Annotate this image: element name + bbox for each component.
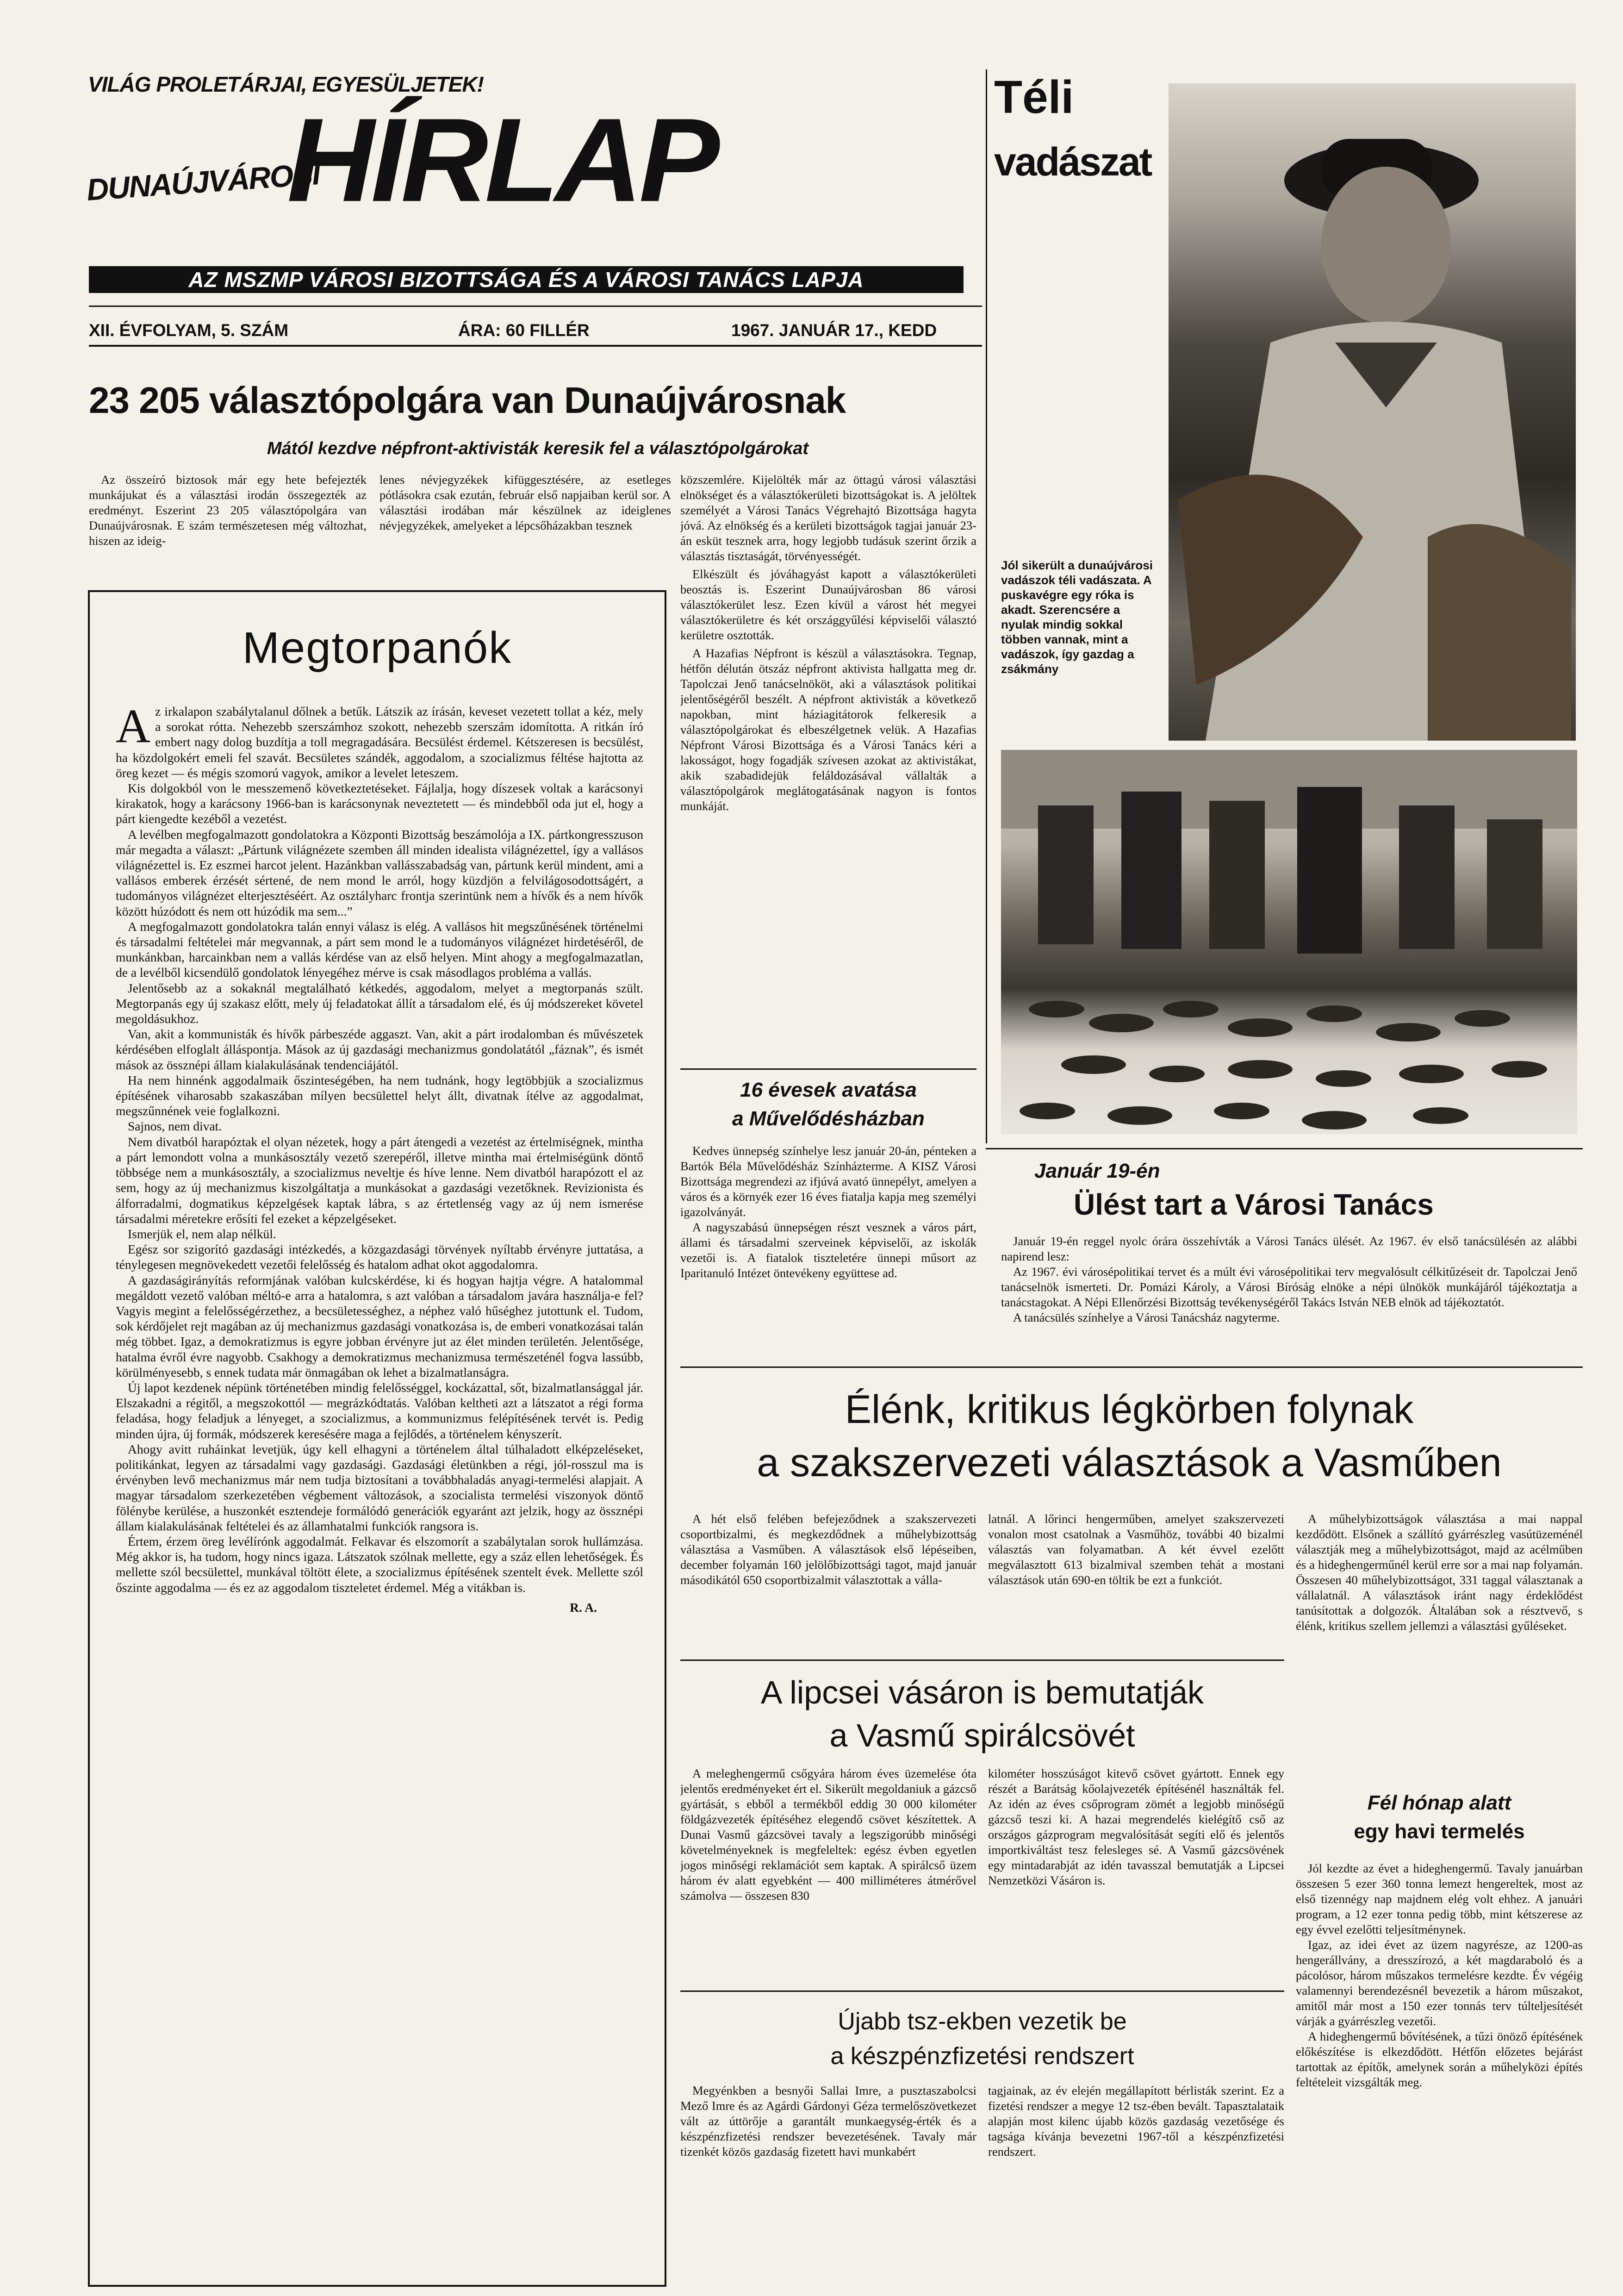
coop-col-2 xyxy=(988,2083,1284,2277)
lead-col-3b-text: Elkészült és jóváhagyást kapott a választókerületi beosztás is. Eszerint Dunaújvárosban 86 városi választókerület lesz. Ezen kívül a várost hét megyei választókerületre és két országgyűlési képviselői választó kerületre osztották. xyxy=(680,567,976,642)
union-col-2-text: latnál. A lőrinci hengerműben, amelyet szakszervezeti vonalon most csatolnak a Vasműhöz, további 40 bizalmi választás van folyamatban. A két évvel ezelőtt megválasztott 613 bizalmival szemben tehát a mostani választások után 690-en töltik be ezt a funkciót. xyxy=(988,1512,1284,1587)
leipzig-col-2 xyxy=(988,1766,1284,1988)
coop-col-2-text: tagjainak, az év elején megállapított bérlisták szerint. Ez a fizetési rendszer a megye 12 tsz-ében bevált. Tapasztalataik alapján most kilenc újabb közös gazdaság vezetősége és tagsága kívánja bevezetni 1967-től a készpénzfizetési rendszert. xyxy=(988,2084,1284,2159)
editorial-p8: Sajnos, nem divat. xyxy=(128,1119,222,1134)
union-col-3 xyxy=(1296,1511,1583,1757)
masthead-rule-bottom xyxy=(89,345,982,347)
leipzig-col-1-text: A meleghengermű csőgyára három éves üzemelése óta jelentős eredményeket ért el. Sikerült megoldaniuk a gázcső gyártását, s ebből a termékből eddig 30 000 kilométer földgázvezeték építéséhez elegendő csövet készítettek. A Dunai Vasmű gázcsövei tavaly a legszigorúbb minőségi követelményeknek is megfeleltek: egész évben egyetlen jogos minőségi reklamációt sem kaptak. A spirálcső üzem három év alatt egyebként — 400 milliméteres átmérővel számolva — összesen 830 xyxy=(680,1766,976,1903)
editorial-p12: A gazdaságirányítás reformjának valóban kulcskérdése, ki és hogyan hajtja végre. A hatalommal megáldott vezető valóban méltó-e arra a hatalomra, s azt valóban a társadalom javára használja-e fel? Vagyis megint a felelősségérzethez, a becsületességhez, a néphez való hűséghez jutottunk el. Tudom, sok kérdőjelet rejt magában az új mechanizmus gazdasági vonatkozása is, de emberi vonatkozásai talán még többet. Igaz, a demokratizmus is egyre jobban érvényre jut az élet minden területén. Jelentősége, hatalma évről évre nagyobb. Csakhogy a demokratizmus mechanizmusa természeténél fogva lassúbb, körülményesebb, s ennek tudata már önmagában ok lehet a bizalmatlanságra. xyxy=(116,1273,643,1379)
hunt-vertical-rule xyxy=(986,69,987,1143)
union-headline-2: a szakszervezeti választások a Vasműben xyxy=(757,1441,1502,1485)
lead-col-3a-text: közszemlére. Kijelölték már az öttagú városi választási elnökséget és a választókerületi bizottságokat is. A jelöltek személyét a Városi Tanács Végrehajtó Bizottsága hagyta jóvá. Az elnökség és a kerületi bizottságok tagjai január 23-án esküt tesznek arra, hogy legjobb tudásuk szerint őrzik a választás tisztaságát, törvényességét. xyxy=(680,473,976,563)
halfmonth-body-1: Jól kezdte az évet a hideghengermű. Tavaly januárban összesen 5 ezer 360 tonna lemezt hengereltek, most az első tizennégy nap majdnem elég volt ehhez. A januári program, a 12 ezer tonna pedig több, mint kétszerese az egy évvel ezelőtti teljesítménynek. xyxy=(1296,1861,1583,1936)
hunter-photo xyxy=(1169,83,1576,741)
editorial-p2: Kis dolgokból von le messzemenő következtetéseket. Fájlalja, hogy díszesek voltak a karácsonyi kirakatok, hogy a karácsony 1966-ban is karácsonynak neveztetett — és mindebből oda jut el, hogy a párt kiengedte kezéből a vezetést. xyxy=(116,781,643,826)
hunt-title-1: Téli xyxy=(994,71,1074,123)
price-info: ÁRA: 60 FILLÉR xyxy=(458,321,590,340)
youth-body-1: Kedves ünnepség színhelye lesz január 20-án, pénteken a Bartók Béla Művelődésház Színházterme. A KISZ Városi Bizottsága megrendezi az ifjúvá avató ünnepélyt, amelyen a város és a környék ezer 16 éves fiatalja kapja meg személyi igazolványát. xyxy=(680,1144,976,1219)
lead-col3-bottom-rule xyxy=(680,1068,976,1070)
lead-headline: 23 205 választópolgára van Dunaújvárosnak xyxy=(89,380,846,421)
lead-subhead: Mától kezdve népfront-aktivisták keresik fel a választópolgárokat xyxy=(267,439,808,458)
masthead-rule-top xyxy=(89,306,982,307)
editorial-signature: R. A. xyxy=(570,1600,597,1615)
coop-headline-2: a készpénzfizetési rendszert xyxy=(830,2043,1134,2070)
union-col-1 xyxy=(680,1511,976,1650)
editorial-p13: Új lapot kezdenek népünk történetében mindig felelősséggel, kockázattal, sőt, bizalmatlansággal jár. Elszakadni a régitől, a megszokottól — megrázkódtatás. Valóban keltheti azt a látszatot a régi forma feladása, hogy feladjuk a lényeget, a szocializmus, a kommunizmus felépítésének tervét is. Pedig minden újra, új formák, módszerek keresésére maga a fejlődés, a történelem kényszerít. xyxy=(116,1380,643,1441)
editorial-p10: Ismerjük el, nem alap nélkül. xyxy=(128,1226,276,1241)
coop-headline-1: Újabb tsz-ekben vezetik be xyxy=(838,2008,1127,2035)
union-col-2 xyxy=(988,1511,1284,1650)
union-headline-1: Élénk, kritikus légkörben folynak xyxy=(845,1387,1414,1432)
halfmonth-body-2: Igaz, az idei évet az üzem nagyrésze, az 1200-as hengerállvány, a dresszírozó, a két magdaraboló és a pácolósor, három műszakos termelésre kezdte. Év végéig valamennyi berendezésnél bevezetik a három műszakot, amitől már most a 150 ezer tonnás terv túlteljesítését várják a gyárrészleg vezetői. xyxy=(1296,1938,1583,2028)
editorial-p6: Van, akit a kommunisták és hívők párbeszéde aggaszt. Van, akit a párt irodalomban és művészetek kérdésében elfoglalt álláspontja. Mások az új gazdasági mechanizmus gondolatától „fáznak”, és ismét mások az össznépi állam kialakulásának tendenciájától. xyxy=(116,1027,643,1072)
union-col-1-text: A hét első felében befejeződnek a szakszervezeti csoportbizalmi, és megkezdődnek a műhelybizottság választása a Vasműben. A választások első lépéseiben, december folyamán 160 jelölőbizottsági tagot, majd január másodikától 650 csoportbizalmit választottak a válla- xyxy=(680,1512,976,1587)
editorial-p1 xyxy=(116,704,643,780)
masthead-title: HÍRLAP xyxy=(287,93,716,227)
leipzig-col-1 xyxy=(680,1766,976,1988)
lead-col-3c-text: A Hazafias Népfront is készül a választásokra. Tegnap, hétfőn délután ötszáz népfront aktivista hallgatta meg dr. Tapolczai Jenő tanácselnököt, aki a választások politikai jelentőségéről beszélt. A népfront aktivisták a következő napokban, mint háziagitátorok felkeresik a választópolgárokat és elbeszélgetnek velük. A Hazafias Népfront Városi Bizottsága és a Városi Tanács kéri a lakosságot, hogy fogadják szívesen azokat az aktivistákat, akik szabadidejük feláldozásával vállalták a választópolgárok meglátogatásának nagyon is fontos munkáját. xyxy=(680,646,976,813)
lead-col-3 xyxy=(680,472,976,1079)
lead-col-2-text: lenes névjegyzékek kifüggesztésére, az esetleges pótlásokra csak ezután, február első napjaiban kerül sor. A választási irodában már készülnek az ideiglenes névjegyzékek, amelyeket a lépcsőházakban tesznek xyxy=(379,473,671,532)
lead-col-2 xyxy=(379,472,671,586)
union-col-3-text: A műhelybizottságok választása a mai nappal kezdődött. Elsőnek a szállító gyárrészleg vasútüzeménél választják meg a műhelybizottságot, majd az acélműben és a hideghengerműnél kerül erre sor a mai nap folyamán. Összesen 40 műhelybizottságot, 331 taggal választanak a vállalatnál. A választások iránt nagy érdeklődést tanúsítottak a dolgozók. Általában sok a résztvevő, s élénk, kritikus szellem jellemzi a választási gyűléseket. xyxy=(1296,1512,1583,1633)
editorial-p7: Ha nem hinnénk aggodalmaik őszinteségében, ha nem tudnánk, hogy legtöbbjük a szocializmus építésének viharosabb szakaszában mílyen becsülettel helyt állt, divatnak ítélve az aggodalmat, megszűnnének veie foglalkozni. xyxy=(116,1073,643,1118)
coop-col-1 xyxy=(680,2083,976,2277)
editorial-p3: A levélben megfogalmazott gondolatokra a Központi Bizottság beszámolója a IX. pártkongresszuson már megadta a választ: „Pártunk világnézete szemben áll minden idealista világnézettel, így a vallásos világnézettel is. Ez eszmei harcot jelent. Hazánkban vallásszabadság van, pártunk kerül mindent, ami a vallásos emberek érzését sértené, de nem mond le arról, hogy küzdjön a felvilágosodottságért, a tudományos világnézet elterjesztéséért. Az osztályharc frontja szerintünk nem a hívők és a nem hívők között húzódott és nem ott húzódik ma sem...” xyxy=(116,827,643,918)
youth-body xyxy=(680,1143,976,1361)
date-info: 1967. JANUÁR 17., KEDD xyxy=(731,321,937,340)
leipzig-headline-1: A lipcsei vásáron is bemutatják xyxy=(760,1674,1204,1710)
editorial-p5: Jelentősebb az a sokaknál megtalálható kétkedés, aggodalom, melyet a megtorpanás szült. Megtorpanás egy új szakasz előtt, mely új feladatokat állít a társadalom elé, és új módszereket követel megoldásukhoz. xyxy=(116,980,643,1026)
hunt-title-2: vadászat xyxy=(994,140,1151,184)
masthead-slogan: VILÁG PROLETÁRJAI, EGYESÜLJETEK! xyxy=(88,72,484,96)
editorial-p4: A megfogalmazott gondolatokra talán ennyi válasz is elég. A vallásos hit megszűnésének történelmi és társadalmi feltételei már megvannak, a párt sem mond le a tudományos világnézet hirdetéséről, de munkánkban, harcainkban nem a vallás kérdése van az első helyen. Mint ahogy a megfogalmazatlan, de a levélből kicsendülő gondolatok lényegéhez mérve is csak másodlagos probléma a vallás. xyxy=(116,919,643,980)
editorial-title: Megtorpanók xyxy=(242,623,512,673)
council-rule xyxy=(986,1148,1583,1149)
editorial-p9: Nem divatból harapóztak el olyan nézetek, hogy a párt átengedi a vezetést az értelmiségnek, mintha a párt lemondott volna a munkásosztály vezető szerepéről, illetve mintha mai értelmiségünk döntő többsége nem a munkásosztály, a szocializmus neveltje és híve lenne. Nem divatból harapózott el az sem, hogy az új mechanizmus kiszolgáltatja a munkásokat a gazdasági vezetőknek. Revizionista és álforradalmi, dogmatikus képzelgések kaptak lábra, s az értetlenség vagy az új nem ismerése társadalmi méretekre erősíti fel ezeket a képzelgéseket. xyxy=(116,1134,643,1226)
council-body-1: Január 19-én reggel nyolc órára összehívták a Városi Tanács ülését. Az 1967. év első tanácsülésén az alábbi napirend lesz: xyxy=(1001,1234,1577,1263)
halfmonth-title-2: egy havi termelés xyxy=(1354,1820,1525,1843)
editorial-dropcap: A xyxy=(116,704,151,753)
youth-body-2: A nagyszabású ünnepségen részt vesznek a város párt, állami és társadalmi szerveinek képviselői, az iskolák vezetői is. A fiatalok tiszteletére ünnepi műsort az Iparitanuló Intézet öntevékeny együttese ad. xyxy=(680,1220,976,1280)
editorial-p14: Ahogy avitt ruháinkat levetjük, úgy kell elhagyni a történelem által túlhaladott elképzeléseket, politikánkat, legyen az társadalmi vagy gazdasági. Gazdasági életünkben a régi, jól-rosszul ma is érvényben levő mechanizmus már nem tudja biztosítani a továbbhaladás anyagi-termelési alapjait. A magyar társadalom szerkezetében végbement változások, a szocialista termelési viszonyok döntő fölénybe kerülése, a huszonkét esztendeje formálódó generációk egyaránt azt jelzik, hogy az össznépi állam kialakulásának feltételei és az államhatalmi funkciók rangsora is. xyxy=(116,1441,643,1533)
council-body-3: A tanácsülés színhelye a Városi Tanácsház nagyterme. xyxy=(1013,1310,1280,1324)
leipzig-bottom-rule xyxy=(680,1990,1284,1992)
editorial-p15: Értem, érzem öreg levélírónk aggodalmát. Felkavar és elszomorít a szabálytalan sorok hullámzása. Még akkor is, ha tudom, hogy nincs igaza. Látszatok szólnak mellette, egy a száz ellen lehetőségek. És mellette szól becsülettel, munkával töltött élete, a szocializmus építésének szentelt évek. Mellette szól őszinte aggodalma — és ez az aggodalom tiszteletet érdemel. Még a vitákban is. xyxy=(116,1534,643,1595)
coop-col-1-text: Megyénkben a besnyői Sallai Imre, a pusztaszabolcsi Mező Imre és az Agárdi Gárdonyi Géza termelőszövetkezet vált az úttörője a garantált munkaegység-érték és a készpénzfizetési rendszer bevezetésének. Tavaly már tizenkét közös gazdaság fizetett havi munkabért xyxy=(680,2084,976,2159)
halfmonth-body-3: A hideghengermű bővítésének, a tűzi önöző építésének előkészítése is elkezdődött. Hétfőn előzetes bejárást tartottak az építők, amelynek során a műhelyközi építés feltételeit vizsgálták meg. xyxy=(1296,2029,1583,2089)
editorial-p1-text: z irkalapon szabálytalanul dőlnek a betűk. Látszik az írásán, keveset vezetett tollat a kéz, mely a sorokat rótta. Nehezebb szerszámhoz szokott, nehezebb szerszám idomította. A ritkán író embert nagy dolog buzdítja a toll megragadására. Becsülést érdemel. Kétszeresen is becsülést, ha közdolgokért emeli fel szavát. Becsületes szándék, aggodalom, a szocializmus féltése hajtotta az öreg kezet — és mégis szomorú vagyok, amikor a levelet leteszem. xyxy=(116,704,643,780)
lead-col-1-text: Az összeíró biztosok már egy hete befejezték munkájukat és a választási irodán összegezték az eredményt. Eszerint 23 205 választópolgára van Dunaújvárosnak. E szám természetesen még változhat, hiszen az ideig- xyxy=(89,473,367,548)
masthead-subtitle: AZ MSZMP VÁROSI BIZOTTSÁGA ÉS A VÁROSI TANÁCS LAPJA xyxy=(188,268,864,292)
council-headline: Ülést tart a Városi Tanács xyxy=(1074,1188,1434,1221)
halfmonth-title-1: Fél hónap alatt xyxy=(1367,1791,1511,1814)
volume-info: XII. ÉVFOLYAM, 5. SZÁM xyxy=(89,321,289,340)
youth-title-2: a Művelődésházban xyxy=(732,1107,925,1130)
editorial-p11: Egész sor szigorító gazdasági intézkedés, a közgazdasági törvények nyíltabb érvényre juttatása, a ténylegesen megnövekedett vezetői felelősség és hatalom adhat okot aggodalomra. xyxy=(116,1242,643,1272)
editorial-body xyxy=(116,704,643,2268)
youth-title-1: 16 évesek avatása xyxy=(740,1079,917,1101)
council-bottom-rule xyxy=(680,1366,1583,1368)
halfmonth-body xyxy=(1296,1861,1583,2282)
lead-col-1 xyxy=(89,472,367,586)
union-bottom-rule xyxy=(680,1660,1284,1661)
masthead-pretitle: DUNAÚJVÁROSI xyxy=(85,156,321,207)
leipzig-headline-2: a Vasmű spirálcsövét xyxy=(829,1717,1135,1753)
masthead-subtitle-bar xyxy=(89,266,964,293)
council-body xyxy=(1001,1234,1577,1363)
council-kicker: Január 19-én xyxy=(1034,1160,1160,1182)
hunt-caption: Jól sikerült a dunaújvárosi vadászok téli vadászata. A puskavégre egy róka is akadt. Szerencsére a nyulak mindig sokkal többen vannak, mint a vadászok, így gazdag a zsákmány xyxy=(1001,558,1153,676)
council-body-2: Az 1967. évi városépolitikai tervet és a múlt évi városépolitikai terv megvalósult célkitűzéseit dr. Tapolczai Jenő tanácselnök ismerteti. Dr. Pomázi Károly, a Városi Bíróság elnöke a népi ülnökök munkájáról tájékoztatja a tanácstagokat. A Népi Ellenőrzési Bizottság tevékenységéről Takács István NEB elnök ad tájékoztatót. xyxy=(1001,1265,1577,1309)
hunting-party-photo xyxy=(1001,750,1577,1134)
leipzig-col-2-text: kilométer hosszúságot kitevő csövet gyártott. Ennek egy részét a Barátság kőolajvezeték építésénél használták fel. Az idén az éves csőprogram zömét a legjobb minőségű gázcső teszi ki. A hazai megrendelés kielégítő cső az országos gázprogram megvalósítását segíti elő és jelentős importkiváltást tesz felesleges sé. A Vasmű gázcsövének egy mintadarabját az idén tavasszal bemutatják a Lipcsei Nemzetközi Vásáron is. xyxy=(988,1766,1284,1887)
